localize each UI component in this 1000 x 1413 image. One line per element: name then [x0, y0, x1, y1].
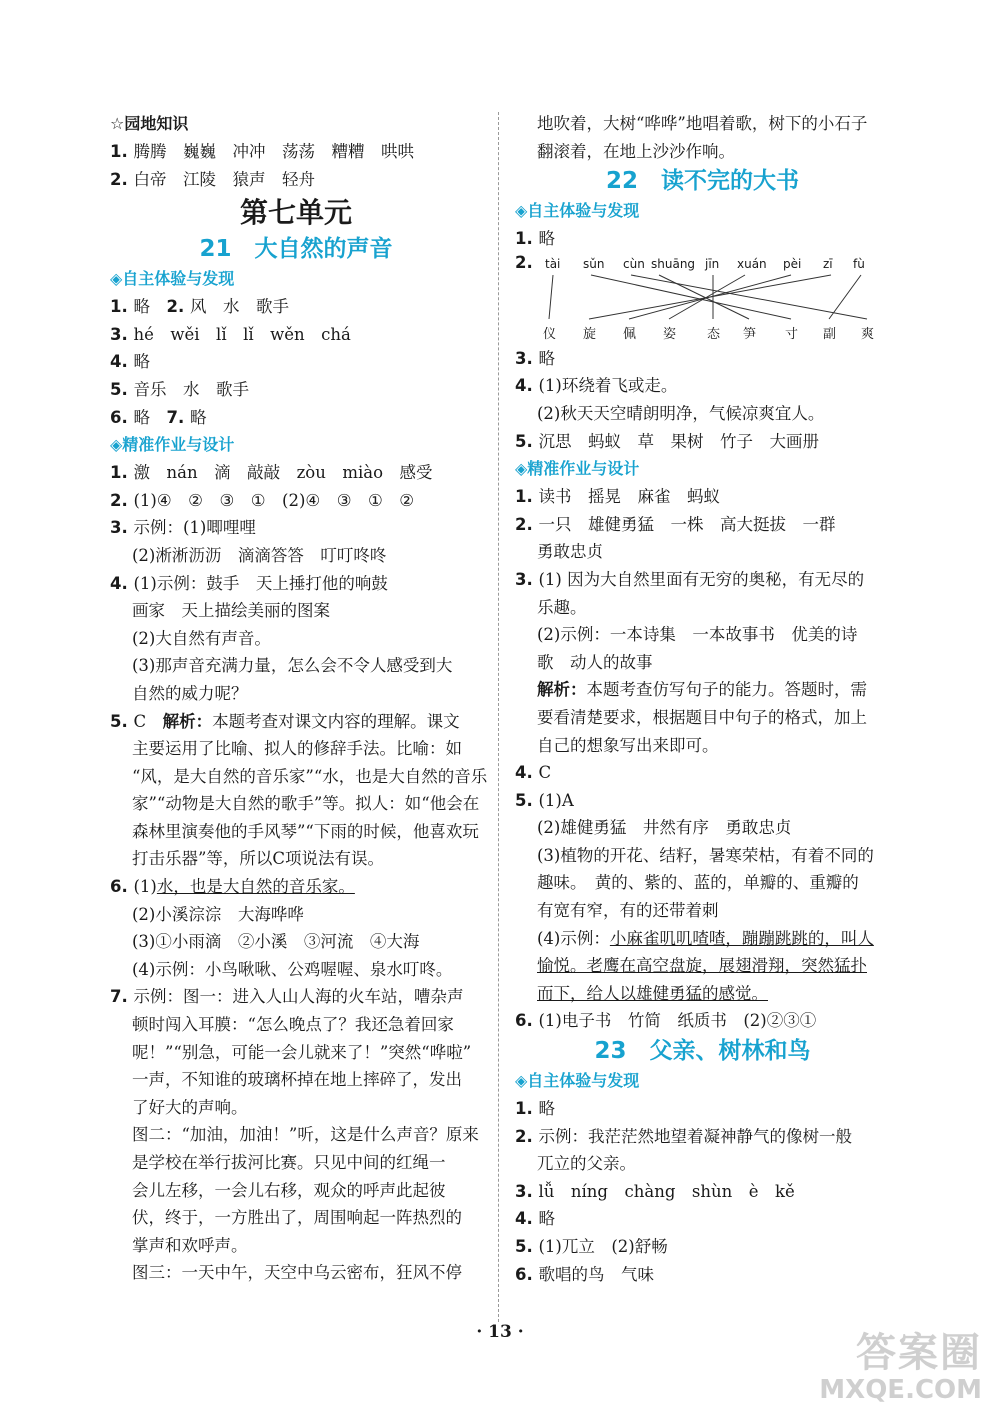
answer-line: [515, 110, 890, 138]
answer-line: [515, 787, 890, 815]
pinyin-item: jīn: [705, 256, 720, 271]
answer-line: [110, 321, 482, 349]
underlined-text: 水，也是大自然的音乐家。: [156, 877, 355, 897]
answer-line: [515, 1178, 890, 1206]
item-number: 4.: [515, 1209, 539, 1229]
answer-text: 白帝 江陵 猿声 轻舟: [133, 169, 315, 189]
answer-text: 自己的想象写出来即可。: [537, 735, 719, 755]
hanzi-item: 佩: [623, 326, 637, 342]
answer-text: 图二：“加油，加油！”听，这是什么声音？原来: [132, 1125, 479, 1145]
answer-text: ◈自主体验与发现: [515, 1071, 640, 1091]
answer-text: 森林里演奏他的手风琴”“下雨的时候，他喜欢玩: [132, 821, 479, 841]
answer-line: [515, 869, 890, 897]
answer-line: [110, 1094, 482, 1122]
pinyin-item: cùn: [623, 256, 645, 271]
match-line: [591, 275, 791, 319]
answer-line: [110, 1039, 482, 1067]
answer-line: [515, 483, 890, 511]
answer-text: 地吹着，大树“哗哗”地唱着歌，树下的小石子: [537, 114, 868, 133]
answer-text: 示例：(1)唧哩哩: [133, 518, 256, 538]
answer-line: [110, 1177, 482, 1205]
answer-text: 兀立的父亲。: [537, 1154, 636, 1174]
answer-line: [515, 372, 890, 400]
section-heading: [515, 197, 890, 225]
answer-line: [515, 759, 890, 787]
answer-text: (2)大自然有声音。: [132, 628, 271, 648]
lesson-title: [110, 233, 482, 265]
item-number: 3.: [515, 1181, 539, 1201]
hanzi-item: 寸: [785, 326, 799, 342]
answer-line: [515, 511, 890, 539]
answer-text: (1)示例：鼓手 天上捶打他的响鼓: [133, 573, 388, 593]
answer-text: 腾腾 巍巍 冲冲 荡荡 糟糟 哄哄: [133, 142, 414, 161]
answer-line: [110, 708, 482, 736]
answer-line: [515, 980, 890, 1008]
section-heading: [515, 1067, 890, 1095]
answer-text: 会儿左移，一会儿右移，观众的呼声此起彼: [132, 1180, 446, 1200]
answer-line: [110, 1011, 482, 1039]
answer-text: (2)示例：一本诗集 一本故事书 优美的诗: [537, 625, 858, 645]
answer-text: 呢！”“别急，可能一会儿就来了！”突然“哗啦”: [132, 1042, 472, 1062]
answer-line: [110, 1204, 482, 1232]
right-bottom: [515, 345, 890, 1288]
answer-line: [110, 166, 482, 194]
answer-line: [110, 818, 482, 846]
item-number: 1.: [110, 142, 134, 161]
answer-line: [110, 376, 482, 404]
answer-text: 有宽有窄，有的还带着刺: [537, 901, 719, 921]
answer-text: (1) 因为大自然里面有无穷的奥秘，有无尽的: [538, 569, 865, 589]
section-heading: [110, 431, 482, 459]
answer-line: [110, 597, 482, 625]
pinyin-item: zī: [823, 256, 833, 271]
answer-text: (2)小溪淙淙 大海哗哗: [132, 904, 304, 924]
answer-line: [110, 873, 482, 901]
lesson-title: [515, 1035, 890, 1067]
item-number: 4.: [515, 376, 539, 396]
answer-text: 略: [538, 229, 555, 249]
answer-line: [515, 732, 890, 760]
answer-line: [110, 735, 482, 763]
answer-text: (1)电子书 竹简 纸质书 (2)②③①: [538, 1011, 817, 1031]
answer-line: [515, 1261, 890, 1289]
pinyin-item: tài: [545, 256, 561, 271]
pinyin-item: fù: [853, 256, 865, 271]
hanzi-item: 笋: [743, 326, 757, 342]
underlined-text: 小麻雀叽叽喳喳，蹦蹦跳跳的，叫人: [609, 928, 874, 948]
answer-line: [110, 1149, 482, 1177]
underlined-text: 而下，给人以雄健勇猛的感觉。: [537, 983, 768, 1003]
match-line: [549, 275, 553, 319]
watermark: [819, 1331, 982, 1405]
answer-line: [515, 676, 890, 704]
answer-line: [515, 897, 890, 925]
item-number: 5.: [515, 431, 539, 451]
answer-text: 略: [538, 348, 555, 368]
answer-text: (1)环绕着飞或走。: [538, 376, 678, 396]
answer-text: 打击乐器”等，所以C项说法有误。: [132, 849, 385, 869]
page-number: · 13 ·: [476, 1322, 524, 1342]
answer-text: 勇敢忠贞: [537, 542, 603, 562]
left-column: [110, 110, 488, 1287]
answer-text: 是学校在举行拔河比赛。只见中间的红绳一: [132, 1153, 446, 1172]
item-number: 5.: [110, 379, 134, 399]
answer-line: [110, 625, 482, 653]
answer-line: [515, 704, 890, 732]
answer-line: [110, 790, 482, 818]
item-number: 2.: [166, 297, 190, 317]
answer-text: 21 大自然的声音: [199, 236, 393, 263]
answer-text: (1)A: [538, 790, 574, 810]
answer-text: 沉思 蚂蚁 草 果树 竹子 大画册: [538, 431, 819, 451]
answer-line: [515, 566, 890, 594]
match-line: [829, 275, 861, 319]
answer-line: [515, 1233, 890, 1261]
answer-line: [110, 487, 482, 515]
answer-text: (3)那声音充满力量，怎么会不令人感受到大: [132, 656, 453, 676]
answer-text: ☆园地知识: [110, 114, 189, 133]
matching-exercise: [515, 253, 890, 345]
item-number: 7.: [166, 407, 190, 427]
answer-text: 示例：我茫茫然地望着凝神静气的像树一般: [538, 1126, 852, 1146]
answer-line: [110, 542, 482, 570]
answer-line: [515, 925, 890, 953]
answer-text: 22 读不完的大书: [605, 168, 799, 195]
answer-line: [515, 1150, 890, 1178]
match-line: [659, 275, 749, 319]
item-number: 6.: [110, 407, 134, 427]
answer-line: [110, 1121, 482, 1149]
answer-text: 读书 摇晃 麻雀 蚂蚁: [538, 487, 720, 507]
item-number: 5.: [515, 790, 539, 810]
item-number: 2.: [110, 169, 134, 189]
answer-text: (2)秋天天空晴朗明净，气候凉爽宜人。: [537, 403, 825, 423]
right-top: [515, 110, 890, 253]
answer-line: [515, 1007, 890, 1035]
answer-text: ◈自主体验与发现: [110, 269, 235, 289]
pinyin-item: sǔn: [583, 256, 605, 271]
item-number: 5.: [515, 1237, 539, 1256]
answer-line: [515, 138, 890, 166]
answer-text: (3)植物的开花、结籽，暑寒荣枯，有着不同的: [537, 845, 874, 865]
answer-text: “风，是大自然的音乐家”“水，也是大自然的音乐: [132, 766, 488, 786]
column-divider: [498, 112, 499, 1322]
item-number: 2.: [110, 490, 134, 510]
item-number: 1.: [515, 487, 539, 507]
answer-line: [515, 345, 890, 373]
answer-text: 23 父亲、树林和鸟: [594, 1038, 811, 1065]
answer-text: 画家 天上描绘美丽的图案: [132, 601, 330, 621]
answer-line: [110, 1232, 482, 1260]
watermark-logo-text: 答案圈: [856, 1330, 982, 1376]
section-heading: [110, 265, 482, 293]
analysis-label: 解析：: [162, 711, 213, 731]
answer-line: [110, 983, 482, 1011]
answer-text: 激 nán 滴 敲敲 zòu miào 感受: [133, 463, 433, 483]
right-column: [515, 110, 890, 1288]
hanzi-item: 姿: [663, 326, 677, 342]
answer-text: C: [133, 711, 163, 731]
answer-line: [110, 1066, 482, 1094]
answer-text: C: [538, 763, 552, 783]
match-line: [669, 275, 745, 319]
item-number: 1.: [515, 229, 539, 249]
item-number: 6.: [515, 1264, 539, 1284]
lesson-title: [515, 165, 890, 197]
answer-text: 翻滚着，在地上沙沙作响。: [537, 141, 735, 161]
answer-line: [110, 652, 482, 680]
item-number: 1.: [515, 1099, 539, 1119]
item-number: 2.: [515, 514, 539, 534]
answer-text: 自然的威力呢？: [132, 683, 248, 703]
section-label: [110, 110, 482, 138]
answer-line: [110, 514, 482, 542]
answer-line: [515, 594, 890, 622]
answer-text: 本题考查仿写句子的能力。答题时，需: [586, 680, 867, 700]
item-number: 3.: [110, 324, 134, 344]
answer-line: [110, 928, 482, 956]
watermark-url: MXQE.COM: [819, 1375, 982, 1405]
answer-line: [515, 952, 890, 980]
hanzi-item: 仪: [543, 326, 557, 342]
answer-line: [515, 400, 890, 428]
item-number: 3.: [515, 569, 539, 589]
item-number: 3.: [110, 518, 134, 538]
answer-text: (4)示例：小鸟啾啾、公鸡喔喔、泉水叮咚。: [132, 959, 453, 979]
answer-text: 第七单元: [239, 196, 352, 230]
hanzi-item: 爽: [861, 326, 875, 342]
answer-text: 略: [133, 352, 150, 372]
answer-text: 趣味。 黄的、紫的、蓝的，单瓣的、重瓣的: [537, 873, 859, 893]
pinyin-item: pèi: [783, 256, 802, 271]
item-number: 3.: [515, 348, 539, 368]
underlined-text: 愉悦。老鹰在高空盘旋，展翅滑翔，突然猛扑: [537, 956, 867, 976]
answer-text: lǚ níng chàng shùn è kě: [538, 1181, 795, 1201]
answer-line: [515, 1123, 890, 1151]
item-number: 4.: [515, 763, 539, 783]
item-number: 1.: [110, 463, 134, 483]
hanzi-item: 旋: [583, 326, 597, 342]
item-number: 7.: [110, 987, 134, 1007]
answer-line: [110, 348, 482, 376]
answer-text: 乐趣。: [537, 597, 587, 617]
answer-text: 本题考查对课文内容的理解。课文: [212, 711, 460, 731]
analysis-label: 解析：: [537, 680, 587, 700]
item-number: 6.: [515, 1011, 539, 1031]
answer-line: [515, 428, 890, 456]
item-number: 6.: [110, 877, 134, 897]
answer-text: 音乐 水 歌手: [133, 379, 249, 399]
answer-line: [110, 845, 482, 873]
answer-text: 图三：一天中午，天空中乌云密布，狂风不停: [132, 1263, 462, 1283]
answer-text: 掌声和欢呼声。: [132, 1235, 248, 1255]
answer-line: [110, 956, 482, 984]
answer-text: 略: [133, 297, 167, 317]
answer-line: [515, 842, 890, 870]
answer-line: [110, 901, 482, 929]
item-number: 5.: [110, 711, 134, 731]
answer-text: (2)雄健勇猛 井然有序 勇敢忠贞: [537, 818, 792, 838]
answer-line: [110, 404, 482, 432]
answer-text: (1)兀立 (2)舒畅: [538, 1237, 668, 1256]
answer-line: [110, 459, 482, 487]
unit-title: [110, 193, 482, 233]
answer-text: ◈精准作业与设计: [515, 459, 640, 479]
answer-text: 略: [133, 407, 167, 427]
item-number: 2.: [515, 252, 533, 272]
hanzi-item: 态: [707, 326, 721, 342]
answer-text: 主要运用了比喻、拟人的修辞手法。比喻：如: [132, 739, 462, 759]
answer-line: [515, 649, 890, 677]
answer-text: 风 水 歌手: [190, 297, 289, 317]
item-number: 1.: [110, 297, 134, 317]
answer-line: [110, 1259, 482, 1287]
answer-text: 伏，终于，一方胜出了，周围响起一阵热烈的: [132, 1208, 462, 1228]
answer-text: (1)④ ② ③ ① (2)④ ③ ① ②: [133, 490, 415, 510]
answer-line: [110, 763, 488, 791]
answer-text: 了好大的声响。: [132, 1097, 248, 1117]
item-number: 2.: [515, 1126, 539, 1146]
item-number: 4.: [110, 352, 134, 372]
answer-text: 歌 动人的故事: [537, 652, 653, 672]
answer-line: [515, 538, 890, 566]
hanzi-item: 副: [823, 326, 837, 342]
answer-text: 一只 雄健勇猛 一株 高大挺拔 一群: [538, 514, 836, 534]
answer-text: 一声，不知谁的玻璃杯掉在地上摔碎了，发出: [132, 1070, 462, 1090]
answer-text: ◈精准作业与设计: [110, 435, 235, 455]
answer-text: 要看清楚要求，根据题目中句子的格式，加上: [537, 707, 867, 727]
answer-line: [110, 570, 482, 598]
answer-line: [515, 621, 890, 649]
answer-text: hé wěi lǐ lǐ wěn chá: [133, 324, 351, 344]
answer-line: [515, 814, 890, 842]
answer-text: 家”“动物是大自然的歌手”等。拟人：如“他会在: [132, 794, 480, 814]
answer-text: ◈自主体验与发现: [515, 201, 640, 221]
answer-text: (2)淅淅沥沥 滴滴答答 叮叮咚咚: [132, 545, 387, 565]
answer-text: 略: [538, 1099, 555, 1119]
answer-line: [110, 138, 482, 166]
answer-line: [515, 1205, 890, 1233]
answer-text: 顿时闯入耳膜：“怎么晚点了？我还急着回家: [132, 1015, 454, 1035]
answer-line: [110, 680, 482, 708]
answer-text: 略: [538, 1209, 555, 1229]
answer-text: (3)①小雨滴 ②小溪 ③河流 ④大海: [132, 932, 420, 952]
answer-text: (4)示例：: [537, 928, 610, 948]
answer-text: 歌唱的鸟 气味: [538, 1264, 654, 1284]
answer-text: 示例：图一：进入人山人海的火车站，嘈杂声: [133, 987, 464, 1007]
answer-text: (1): [133, 877, 157, 897]
item-number: 4.: [110, 573, 134, 593]
pinyin-item: xuán: [737, 256, 767, 271]
match-line: [589, 275, 831, 319]
answer-line: [515, 225, 890, 253]
answer-line: [515, 1095, 890, 1123]
answer-line: [110, 293, 482, 321]
pinyin-item: shuāng: [651, 256, 696, 271]
match-line: [631, 275, 867, 319]
section-heading: [515, 455, 890, 483]
answer-text: 略: [190, 407, 207, 427]
